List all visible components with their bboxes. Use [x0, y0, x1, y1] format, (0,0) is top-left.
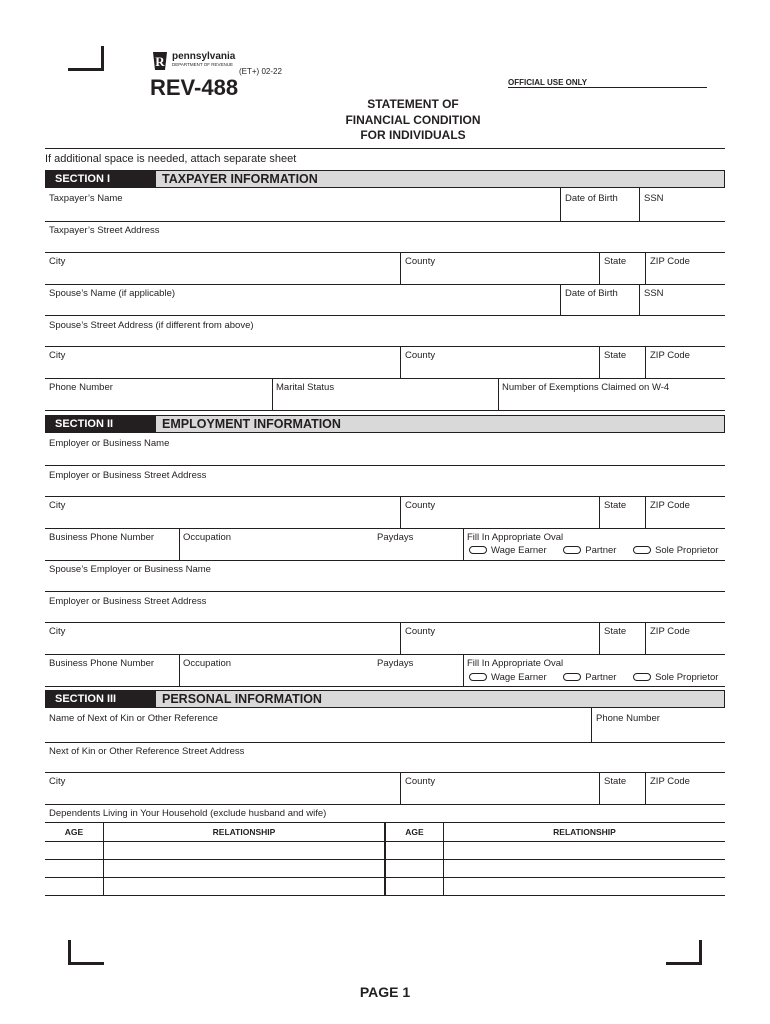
employer-county-field[interactable]: County: [405, 500, 436, 511]
partner-label: Partner: [585, 672, 617, 683]
row-line: [45, 221, 725, 222]
employer-city-field[interactable]: City: [49, 500, 66, 511]
divider: [400, 346, 401, 378]
row-line: [45, 315, 725, 316]
taxpayer-name-field[interactable]: Taxpayer’s Name: [49, 193, 123, 204]
occupation-field[interactable]: Occupation: [183, 532, 232, 543]
phone-number-field[interactable]: Phone Number: [49, 382, 113, 393]
divider: [463, 528, 464, 560]
spouse-occupation-field[interactable]: Occupation: [183, 658, 232, 669]
row-line: [45, 528, 725, 529]
taxpayer-county-field[interactable]: County: [405, 256, 436, 267]
employer-name-field[interactable]: Employer or Business Name: [49, 438, 170, 449]
spouse-ssn-field[interactable]: SSN: [644, 288, 664, 299]
sole-proprietor-option[interactable]: [633, 545, 718, 556]
col-relationship-header: RELATIONSHIP: [212, 827, 276, 837]
form-title: [300, 97, 526, 144]
exemptions-field[interactable]: Number of Exemptions Claimed on W-4: [502, 382, 670, 393]
section-2-tag: SECTION II: [46, 415, 156, 433]
employment-type-ovals: [469, 545, 718, 556]
oval-icon[interactable]: [633, 673, 651, 681]
kin-city-field[interactable]: City: [49, 776, 66, 787]
partner-option[interactable]: [563, 545, 616, 556]
spouse-state-field[interactable]: State: [604, 350, 627, 361]
spouse-dob-field[interactable]: Date of Birth: [565, 288, 618, 299]
divider: [645, 622, 646, 654]
table-line: [45, 895, 725, 896]
page-number: PAGE 1: [359, 984, 411, 1000]
form-version: (ET+) 02-22: [239, 67, 282, 76]
divider: [639, 188, 640, 221]
oval-icon[interactable]: [563, 546, 581, 554]
section-3-header: [45, 690, 725, 708]
divider: [645, 772, 646, 804]
divider: [599, 622, 600, 654]
kin-zip-field[interactable]: ZIP Code: [650, 776, 690, 787]
row-line: [45, 284, 725, 285]
row-line: [45, 560, 725, 561]
divider: [645, 346, 646, 378]
employer-address-field[interactable]: Employer or Business Street Address: [49, 470, 207, 481]
oval-icon[interactable]: [563, 673, 581, 681]
spouse-employer-field[interactable]: Spouse’s Employer or Business Name: [49, 564, 211, 575]
official-use-label: OFFICIAL USE ONLY: [508, 78, 588, 87]
sole-proprietor-option-2[interactable]: [633, 672, 718, 683]
wage-earner-label: Wage Earner: [491, 545, 547, 556]
divider: [179, 528, 180, 560]
row-line: [45, 654, 725, 655]
section-3-title: PERSONAL INFORMATION: [162, 692, 322, 706]
sole-proprietor-label: Sole Proprietor: [655, 672, 719, 683]
divider: [599, 252, 600, 284]
logo-word: pennsylvania: [172, 51, 236, 62]
employer-zip-field[interactable]: ZIP Code: [650, 500, 690, 511]
row-line: [45, 591, 725, 592]
row-line: [45, 410, 725, 411]
taxpayer-address-field[interactable]: Taxpayer’s Street Address: [49, 225, 160, 236]
section-1-title: TAXPAYER INFORMATION: [162, 172, 318, 186]
paydays-field[interactable]: Paydays: [377, 532, 414, 543]
divider: [463, 654, 464, 686]
divider: [498, 378, 499, 410]
spouse-employer-city-field[interactable]: City: [49, 626, 66, 637]
divider: [560, 188, 561, 221]
spouse-paydays-field[interactable]: Paydays: [377, 658, 414, 669]
kin-address-field[interactable]: Next of Kin or Other Reference Street Address: [49, 746, 245, 757]
title-line-3: FOR INDIVIDUALS: [360, 128, 466, 142]
row-line: [45, 252, 725, 253]
row-line: [45, 496, 725, 497]
oval-icon[interactable]: [633, 546, 651, 554]
divider: [179, 654, 180, 686]
wage-earner-option[interactable]: [469, 545, 547, 556]
divider: [560, 284, 561, 315]
row-line: [45, 804, 725, 805]
divider: [599, 346, 600, 378]
divider: [400, 772, 401, 804]
spouse-employer-address-field[interactable]: Employer or Business Street Address: [49, 596, 207, 607]
kin-phone-field[interactable]: Phone Number: [596, 713, 660, 724]
row-line: [45, 742, 725, 743]
divider: [599, 772, 600, 804]
spouse-city-field[interactable]: City: [49, 350, 66, 361]
spouse-address-field[interactable]: Spouse’s Street Address (if different from above): [49, 320, 254, 331]
col-relationship-header-2: RELATIONSHIP: [553, 827, 616, 837]
row-line: [45, 465, 725, 466]
section-1-tag: SECTION I: [46, 170, 156, 188]
taxpayer-dob-field[interactable]: Date of Birth: [565, 193, 618, 204]
col-age-header-2: AGE: [405, 827, 424, 837]
divider: [639, 284, 640, 315]
taxpayer-city-field[interactable]: City: [49, 256, 66, 267]
svg-text:R: R: [155, 54, 165, 69]
keystone-icon: [150, 51, 170, 71]
sole-proprietor-label: Sole Proprietor: [655, 545, 719, 556]
taxpayer-state-field[interactable]: State: [604, 256, 627, 267]
partner-option-2[interactable]: [563, 672, 616, 683]
section-2-title: EMPLOYMENT INFORMATION: [162, 417, 341, 431]
spouse-employer-zip-field[interactable]: ZIP Code: [650, 626, 690, 637]
divider: [645, 496, 646, 528]
divider: [400, 252, 401, 284]
col-age-header: AGE: [64, 827, 84, 837]
kin-county-field[interactable]: County: [405, 776, 436, 787]
row-line: [45, 772, 725, 773]
wage-earner-label: Wage Earner: [491, 672, 547, 683]
kin-state-field[interactable]: State: [604, 776, 627, 787]
attach-note: If additional space is needed, attach separate sheet: [45, 153, 297, 165]
spouse-employer-state-field[interactable]: State: [604, 626, 627, 637]
section-2-header: [45, 415, 725, 433]
divider: [599, 496, 600, 528]
title-line-2: FINANCIAL CONDITION: [345, 112, 481, 127]
divider: [645, 252, 646, 284]
pa-revenue-logo: [150, 51, 240, 71]
divider: [272, 378, 273, 410]
header-divider: [45, 148, 725, 149]
employer-state-field[interactable]: State: [604, 500, 627, 511]
oval-icon[interactable]: [469, 673, 487, 681]
spouse-county-field[interactable]: County: [405, 350, 436, 361]
divider: [400, 496, 401, 528]
divider: [400, 622, 401, 654]
spouse-zip-field[interactable]: ZIP Code: [650, 350, 690, 361]
title-line-1: STATEMENT OF: [367, 97, 459, 111]
taxpayer-ssn-field[interactable]: SSN: [644, 193, 664, 204]
official-use-line: [508, 87, 707, 88]
fill-oval-label-2: Fill In Appropriate Oval: [467, 658, 564, 669]
divider: [591, 708, 592, 742]
row-line: [45, 378, 725, 379]
wage-earner-option-2[interactable]: [469, 672, 547, 683]
marital-status-field[interactable]: Marital Status: [276, 382, 335, 393]
row-line: [45, 622, 725, 623]
row-line: [45, 346, 725, 347]
spouse-employment-type-ovals: [469, 672, 718, 683]
row-line: [45, 686, 725, 687]
section-3-tag: SECTION III: [46, 690, 156, 708]
spouse-name-field[interactable]: Spouse’s Name (if applicable): [49, 288, 176, 299]
partner-label: Partner: [585, 545, 617, 556]
logo-subtitle: DEPARTMENT OF REVENUE: [172, 62, 234, 67]
section-1-header: [45, 170, 725, 188]
fill-oval-label: Fill In Appropriate Oval: [467, 532, 564, 543]
form-number: REV-488: [150, 75, 239, 100]
taxpayer-zip-field[interactable]: ZIP Code: [650, 256, 690, 267]
kin-name-field[interactable]: Name of Next of Kin or Other Reference: [49, 713, 218, 724]
spouse-business-phone-field[interactable]: Business Phone Number: [49, 658, 155, 669]
spouse-employer-county-field[interactable]: County: [405, 626, 436, 637]
business-phone-field[interactable]: Business Phone Number: [49, 532, 155, 543]
oval-icon[interactable]: [469, 546, 487, 554]
dependents-label: Dependents Living in Your Household (exclude husband and wife): [49, 808, 327, 819]
